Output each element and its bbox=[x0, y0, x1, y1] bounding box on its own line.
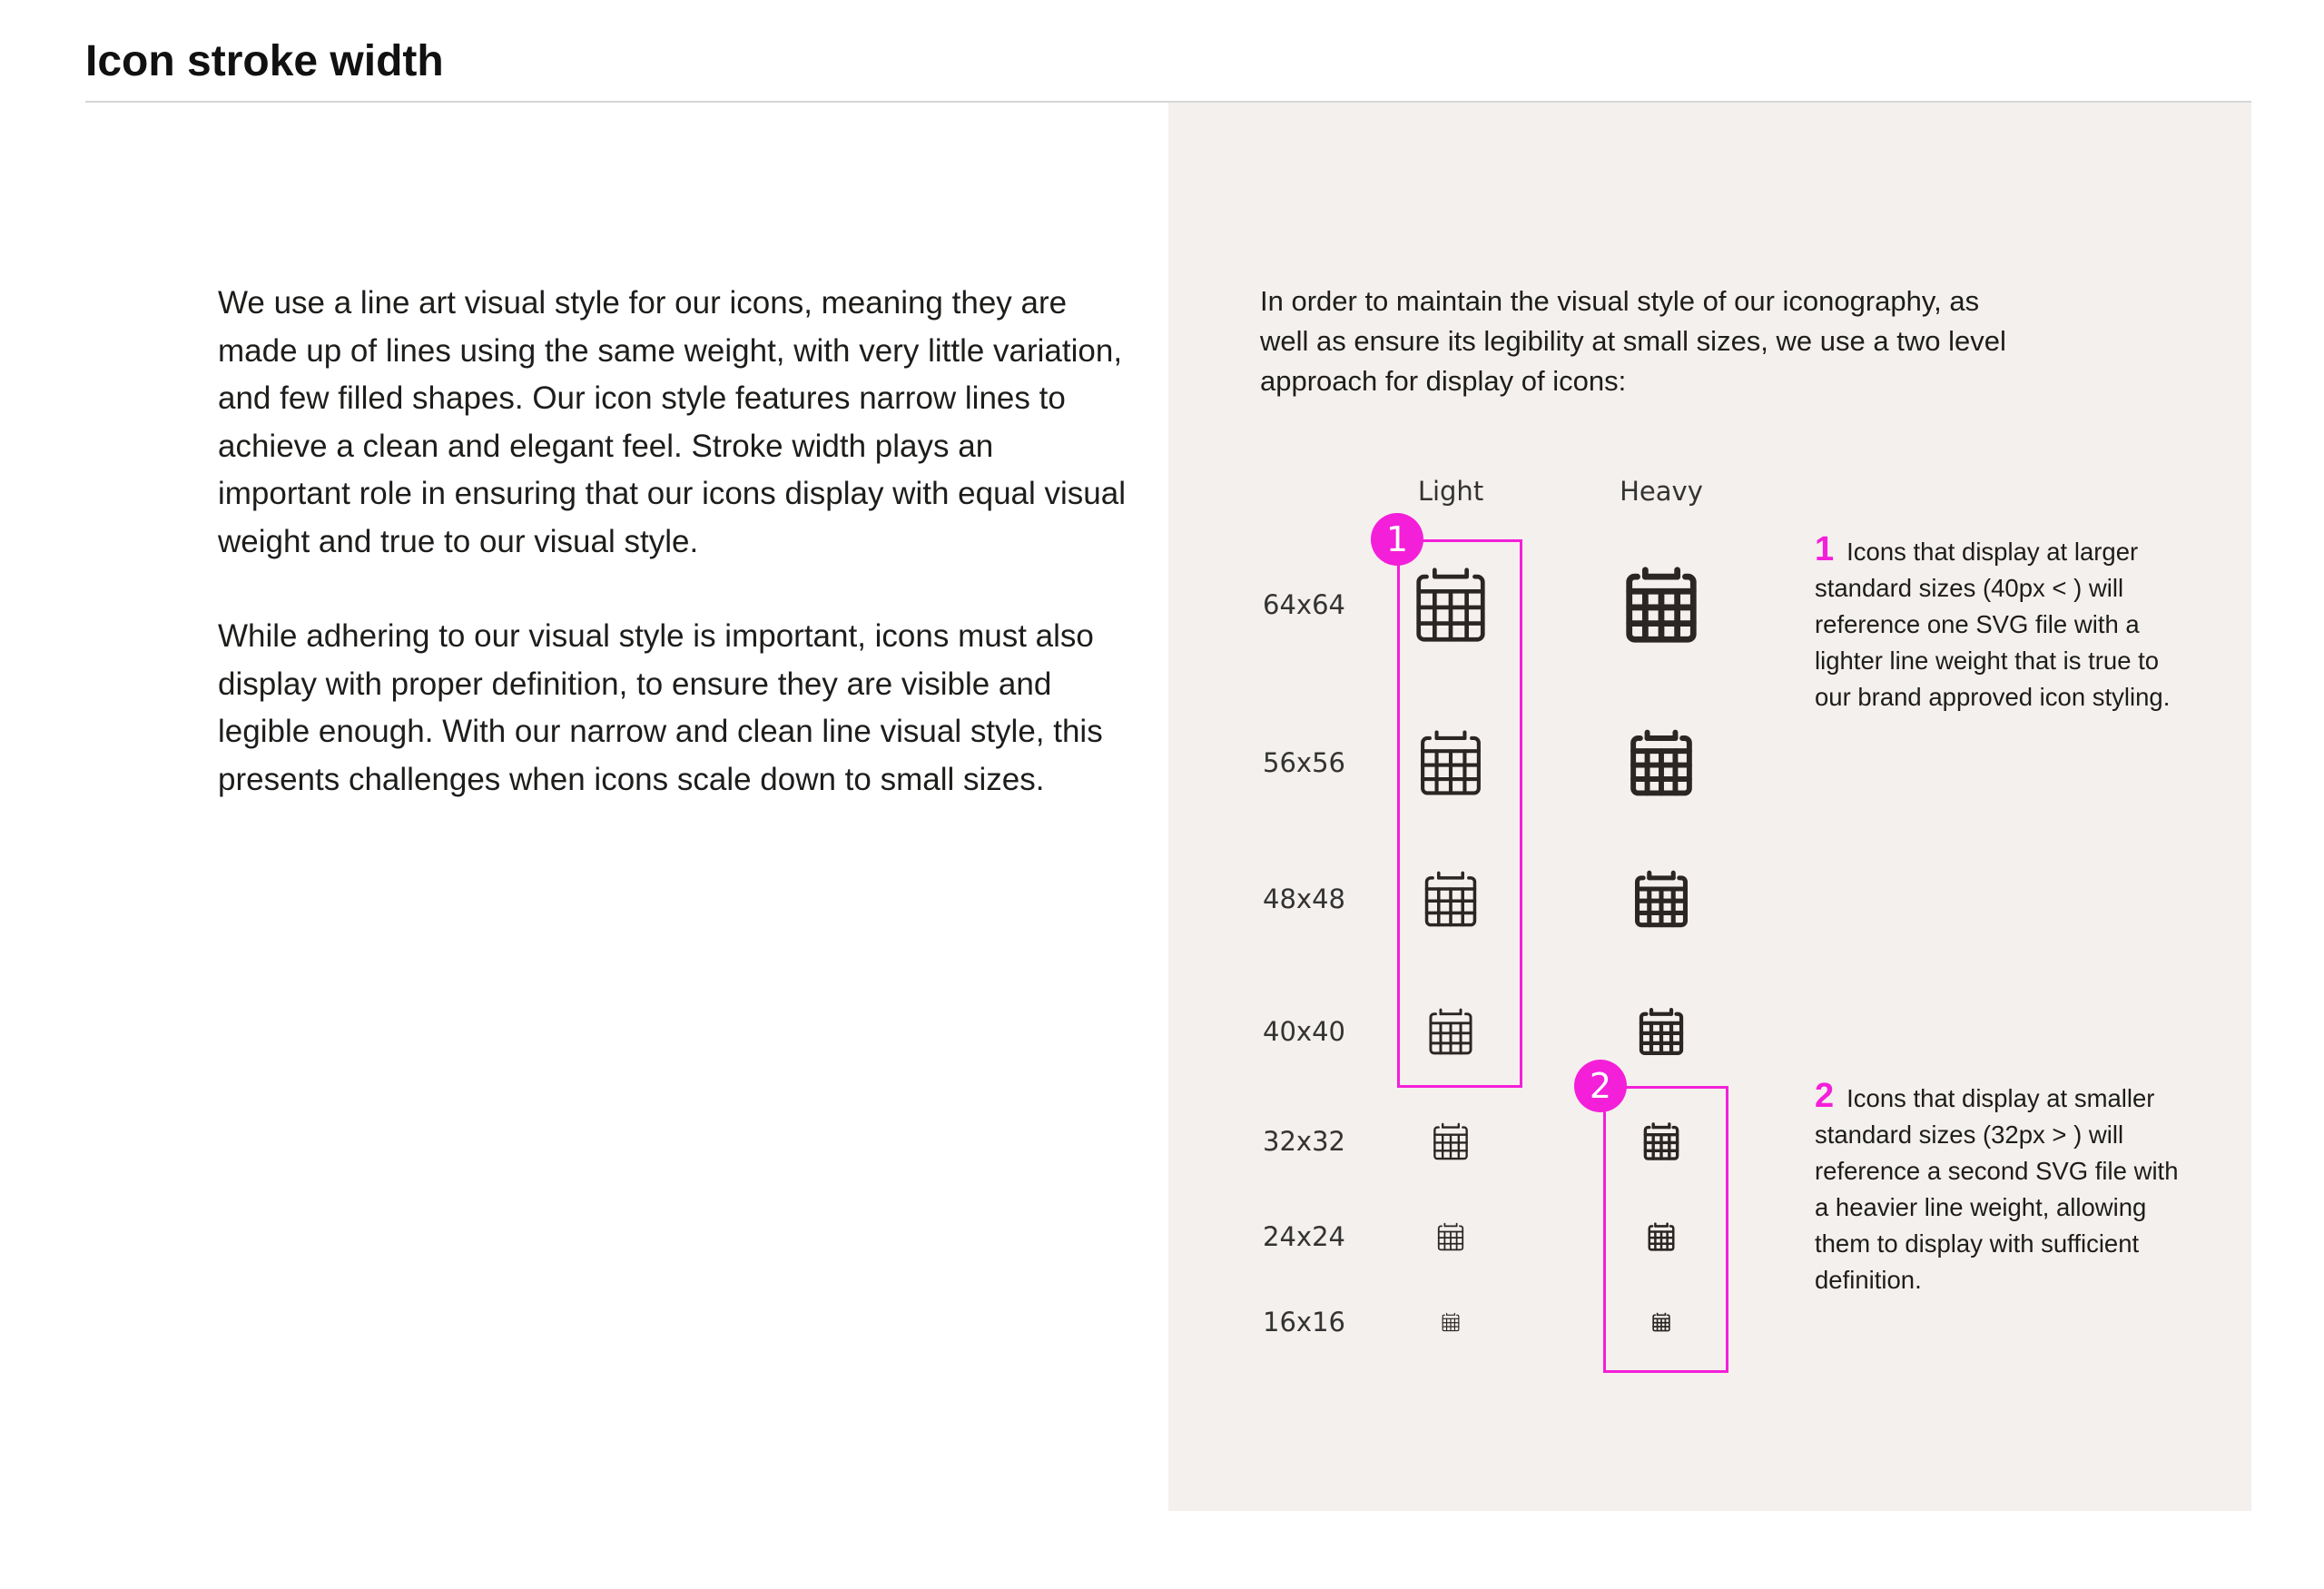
panel-intro: In order to maintain the visual style of our iconography, as well as ensure its legibility at small sizes, we use a two level approach for display of icons: bbox=[1260, 285, 2006, 397]
note-number: 2 bbox=[1815, 1077, 1835, 1115]
note-1 bbox=[1815, 531, 2196, 716]
calendar-icon bbox=[1630, 867, 1694, 932]
calendar-icon bbox=[1635, 1005, 1689, 1059]
description-paragraph: We use a line art visual style for our icons, meaning they are made up of lines using the same weight, with very little variation, and few filled shapes. Our icon style features narrow lines to achieve a clean and elegant feel. Stroke width plays an important role in ensuring that our icons display with equal visual weight and true to our visual style. bbox=[218, 285, 1126, 559]
badge-2: 2 bbox=[1574, 1060, 1627, 1112]
light-group-outline bbox=[1397, 539, 1522, 1088]
row-label-40x40: 40x40 bbox=[1263, 1016, 1345, 1047]
note-number: 1 bbox=[1815, 530, 1835, 568]
row-label-56x56: 56x56 bbox=[1263, 747, 1345, 778]
row-label-16x16: 16x16 bbox=[1263, 1307, 1345, 1337]
calendar-icon bbox=[1624, 725, 1699, 800]
page-title: Icon stroke width bbox=[85, 37, 444, 85]
row-label-32x32: 32x32 bbox=[1263, 1126, 1345, 1157]
badge-1: 1 bbox=[1371, 513, 1423, 566]
note-text: Icons that display at larger standard sizes (40px < ) will reference one SVG file with a lighter line weight that is true to our brand approved icon styling. bbox=[1815, 538, 2171, 711]
heavy-group-outline bbox=[1603, 1086, 1728, 1373]
note-text: Icons that display at smaller standard sizes (32px > ) will reference a second SVG file with a heavier line weight, allowing them to display with sufficient definition. bbox=[1815, 1084, 2179, 1294]
description-paragraph: While adhering to our visual style is important, icons must also display with proper definition, to ensure they are visible and legible enough. With our narrow and clean line visual style, this presents challenges when icons scale down to small sizes. bbox=[218, 618, 1103, 797]
column-header-heavy: Heavy bbox=[1620, 476, 1703, 507]
calendar-icon bbox=[1619, 562, 1704, 647]
row-label-48x48: 48x48 bbox=[1263, 883, 1345, 914]
note-2 bbox=[1815, 1078, 2196, 1298]
row-label-24x24: 24x24 bbox=[1263, 1221, 1345, 1252]
calendar-icon bbox=[1434, 1220, 1466, 1252]
calendar-icon bbox=[1429, 1120, 1472, 1162]
calendar-icon bbox=[1440, 1311, 1462, 1333]
row-label-64x64: 64x64 bbox=[1263, 589, 1345, 620]
column-header-light: Light bbox=[1417, 476, 1484, 507]
description bbox=[218, 280, 1126, 851]
